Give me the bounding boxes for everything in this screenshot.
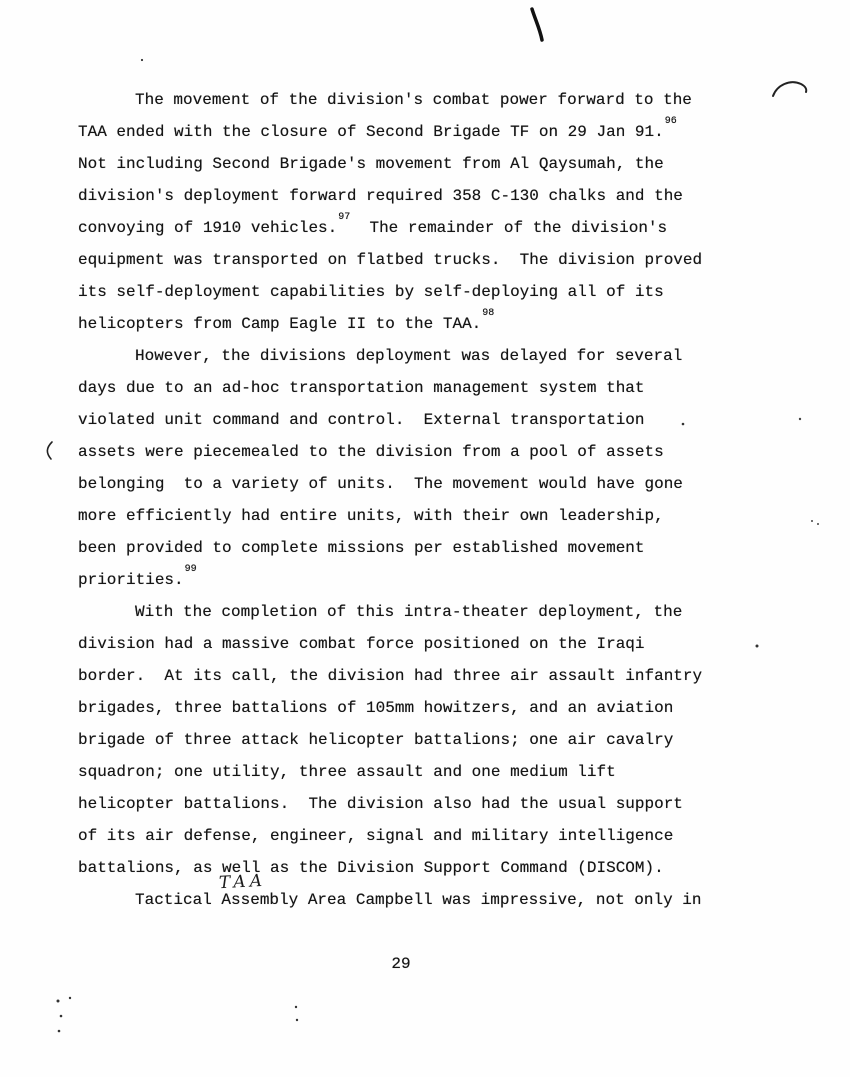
text-line: With the completion of this intra-theater deployment, the — [135, 603, 683, 621]
text-line: division had a massive combat force positioned on the Iraqi — [78, 635, 645, 653]
text-line: helicopters from Camp Eagle II to the TAA.$^{98}$ — [78, 307, 495, 333]
text-line: TAA ended with the closure of Second Brigade TF on 29 Jan 91.96 — [78, 115, 677, 141]
text-line: However, the divisions deployment was delayed for several — [135, 347, 683, 365]
scan-speck — [817, 523, 819, 525]
page-number: 29 — [391, 955, 411, 973]
text-line: been provided to complete missions per established movement — [78, 539, 645, 557]
text-line: helicopter battalions. The division also had the usual support — [78, 795, 683, 813]
text-line: assets were piecemealed to the division from a pool of assets — [78, 443, 664, 461]
footnote-reference: 97 — [338, 211, 351, 223]
text-line: squadron; one utility, three assault and one medium lift — [78, 763, 616, 781]
footnote-reference: 96 — [664, 115, 677, 127]
text-line: The movement of the division's combat power forward to the — [135, 91, 692, 109]
text-line: border. At its call, the division had three air assault infantry — [78, 667, 703, 685]
text-line: brigades, three battalions of 105mm howitzers, and an aviation — [78, 699, 674, 717]
scan-speck — [799, 418, 801, 420]
pen-stroke-mark — [532, 9, 542, 40]
text-line: belonging to a variety of units. The movement would have gone — [78, 475, 683, 493]
text-line: its self-deployment capabilities by self-deploying all of its — [78, 283, 664, 301]
footnote-reference: 99 — [184, 563, 197, 575]
text-line: priorities.$^{99}$ — [78, 563, 197, 589]
text-line: of its air defense, engineer, signal and military intelligence — [78, 827, 674, 845]
scan-speck — [141, 59, 143, 61]
handwritten-annotation-taa: TAA — [218, 870, 267, 894]
document-text — [78, 84, 758, 916]
scan-speck — [295, 1006, 297, 1008]
text-line: battalions, as well as the Division Support Command (DISCOM). — [78, 859, 664, 877]
scan-speck — [57, 1000, 60, 1003]
left-margin-mark — [47, 442, 52, 459]
text-line: convoying of 1910 vehicles.$^{97}$ The remainder of the division's — [78, 211, 668, 237]
text-line: more efficiently had entire units, with their own leadership, — [78, 507, 664, 525]
text-line: equipment was transported on flatbed trucks. The division proved — [78, 251, 703, 269]
text-line: Not including Second Brigade's movement from Al Qaysumah, the — [78, 155, 664, 173]
text-line: brigade of three attack helicopter battalions; one air cavalry — [78, 731, 674, 749]
footnote-reference: 98 — [482, 307, 495, 319]
text-line: division's deployment forward required 358 C-130 chalks and the — [78, 187, 683, 205]
scan-speck — [296, 1019, 298, 1021]
scan-speck — [58, 1030, 61, 1033]
curved-pen-mark — [773, 82, 806, 96]
text-line: violated unit command and control. External transportation — [78, 411, 645, 429]
scan-speck — [69, 997, 71, 999]
scan-speck — [811, 520, 813, 522]
text-line: days due to an ad-hoc transportation management system that — [78, 379, 645, 397]
text-line: Tactical Assembly Area Campbell was impressive, not only in — [135, 891, 702, 909]
scan-speck — [60, 1015, 63, 1018]
